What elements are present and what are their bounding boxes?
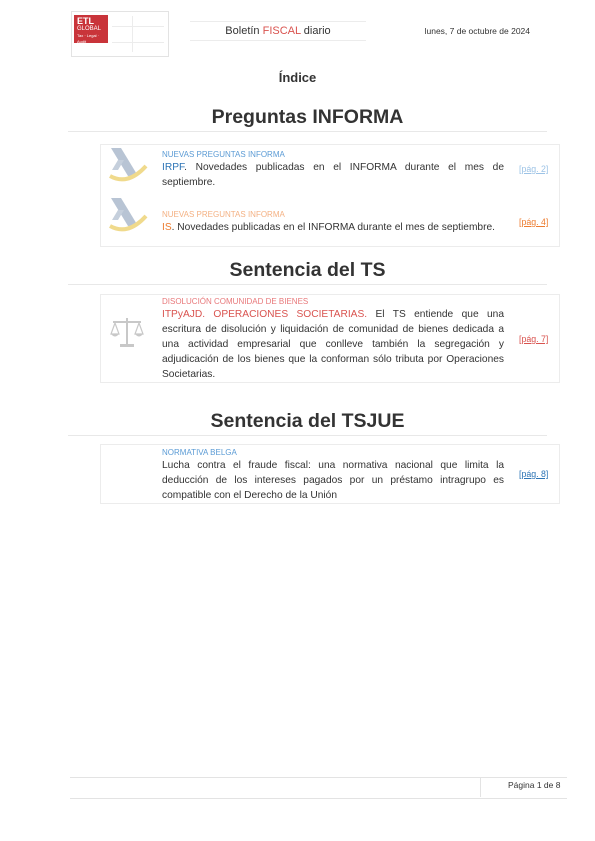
page-link[interactable]: [pág. 7] [519,334,549,344]
entry-description: . Novedades publicadas en el INFORMA durante el mes de septiembre. [171,222,495,233]
logo-rule [112,26,164,27]
entry-text [162,160,504,190]
logo-rule [132,16,133,52]
logo-line1: ETL [77,16,94,26]
title-suffix: diario [300,25,331,37]
agencia-tributaria-logo-icon [108,146,148,182]
bulletin-title [190,21,366,41]
entry-text [162,220,504,235]
entry-tag: IRPF [162,162,185,173]
entry-description: El TS entiende que una escritura de disolución y liquidación de comunidad de bienes dedicada a una actividad empresarial que conlleve también la segregación y adjudicación de los bienes que la conforman sólo tributa por Operaciones Societarias. [162,309,504,380]
page-number: Página 1 de 8 [508,780,561,790]
index-title: Índice [278,70,317,85]
entry-category: NUEVAS PREGUNTAS INFORMA [162,150,285,159]
logo-line2: GLOBAL [77,26,102,32]
logo-line3: Tax · Legal · Audit [77,32,100,43]
title-prefix: Boletín [225,25,263,37]
logo-mark [74,15,108,43]
footer [70,777,567,799]
entry-text [162,307,504,382]
page-link[interactable]: [pág. 2] [519,164,549,174]
agencia-tributaria-logo-icon [108,196,148,232]
section-title-sentencia-ts: Sentencia del TS [68,259,547,285]
entry-description: . Novedades publicadas en el INFORMA durante el mes de septiembre. [162,162,504,188]
page-link[interactable]: [pág. 8] [519,469,549,479]
scales-of-justice-icon [109,314,145,350]
page-link[interactable]: [pág. 4] [519,217,549,227]
entry-tag: IS [162,222,172,233]
title-highlight: FISCAL [262,25,301,37]
section-title-sentencia-tsjue: Sentencia del TSJUE [68,410,547,436]
section-title-preguntas-informa: Preguntas INFORMA [68,106,547,132]
index-entry[interactable] [162,296,504,382]
index-entry[interactable] [162,209,504,235]
entry-category: NORMATIVA BELGA [162,448,237,457]
entry-category: NUEVAS PREGUNTAS INFORMA [162,210,285,219]
entry-tag: ITPyAJD. OPERACIONES SOCIETARIAS. [162,309,368,320]
footer-divider [480,777,481,797]
index-entry[interactable] [162,447,504,503]
entry-text: Lucha contra el fraude fiscal: una normativa nacional que limita la deducción de los intereses pagados por un préstamo intragrupo es compatible con el Derecho de la Unión [162,460,504,501]
publication-date: lunes, 7 de octubre de 2024 [424,26,530,36]
index-entry[interactable] [162,149,504,190]
company-logo [71,11,169,57]
logo-rule [112,42,164,43]
entry-category: DISOLUCIÓN COMUNIDAD DE BIENES [162,297,309,306]
